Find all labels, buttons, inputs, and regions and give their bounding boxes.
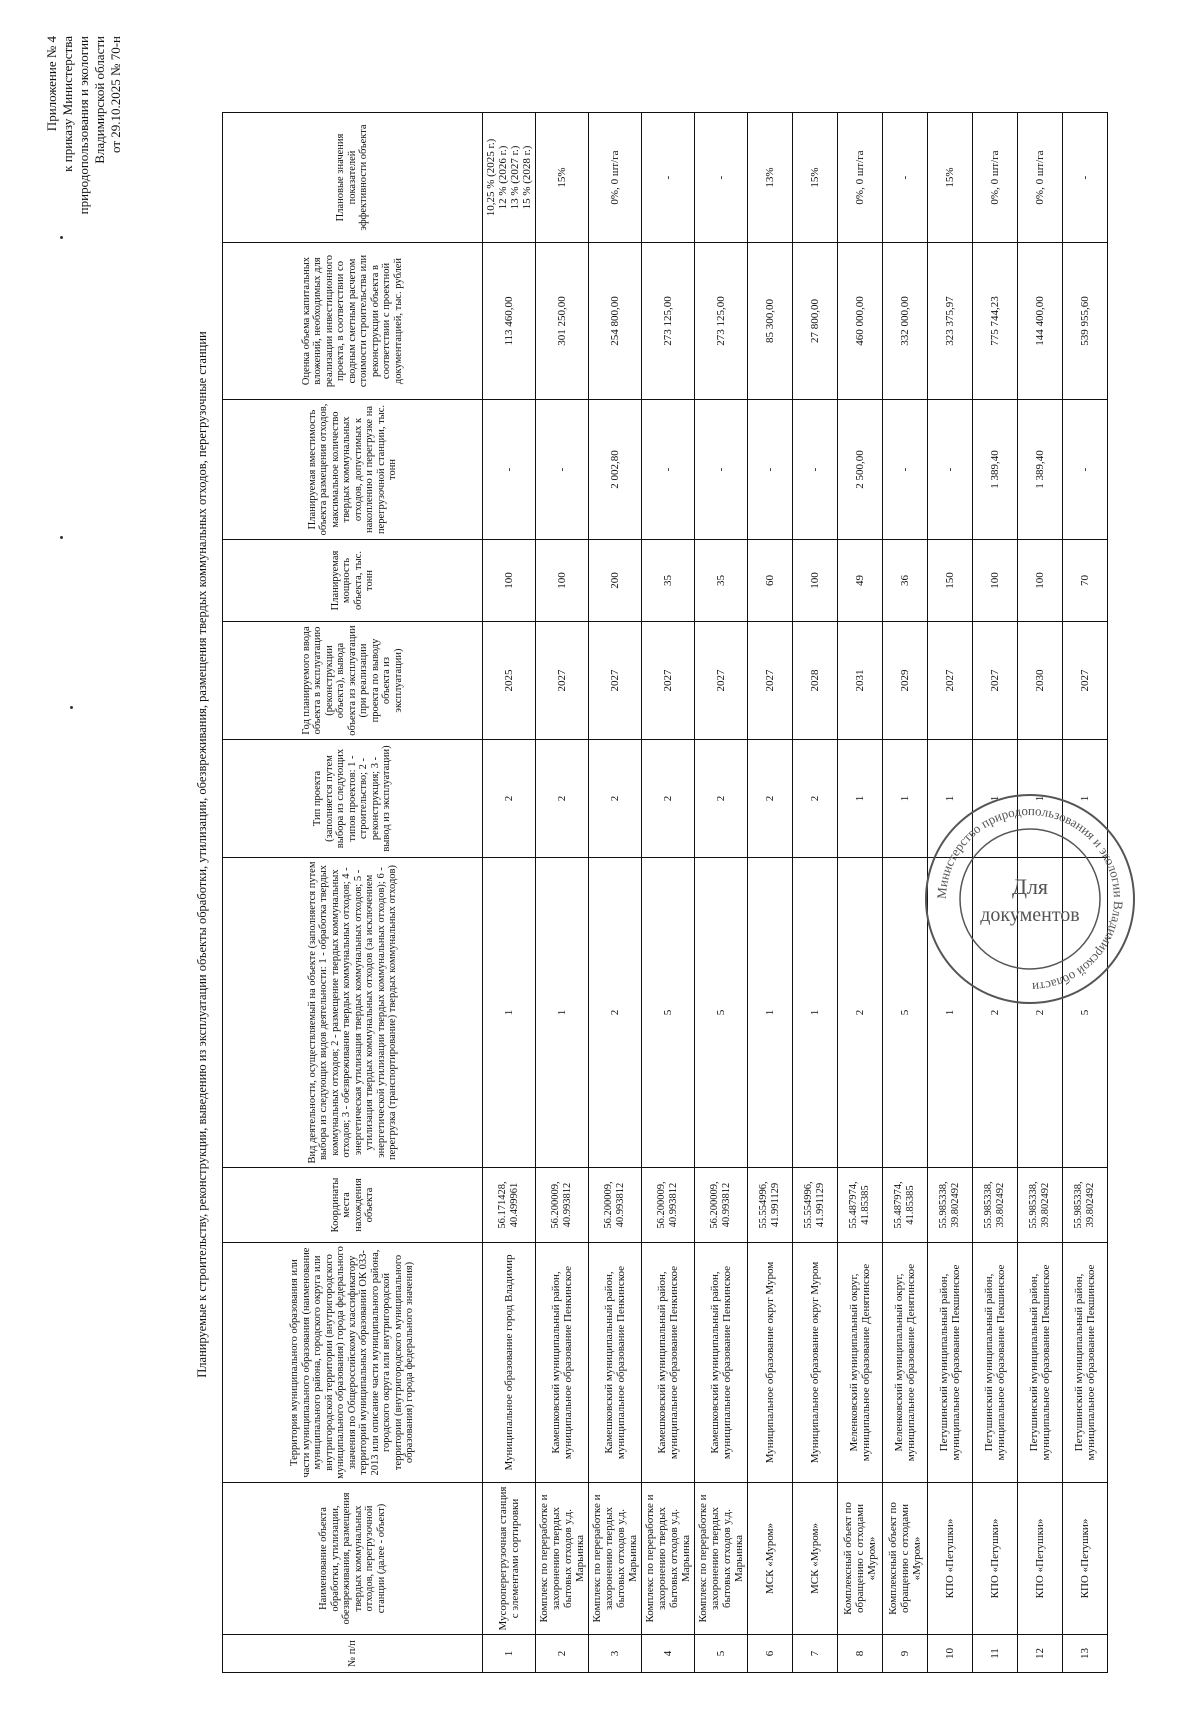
table-cell-eff: - bbox=[1063, 113, 1108, 243]
table-cell-name: КПО «Петушки» bbox=[1018, 1483, 1063, 1635]
table-cell-invest: 254 800,00 bbox=[589, 243, 642, 400]
table-cell-volume: - bbox=[1063, 400, 1108, 540]
table-cell-type: 2 bbox=[748, 740, 793, 858]
table-cell-type: 2 bbox=[793, 740, 838, 858]
table-cell-type: 2 bbox=[589, 740, 642, 858]
table-cell-kind: 2 bbox=[1018, 858, 1063, 1168]
table-cell-year: 2029 bbox=[883, 622, 928, 740]
table-cell-territory: Камешковский муниципальный район, муниципальное образование Пенкинское bbox=[642, 1243, 695, 1483]
table-cell-territory: Камешковский муниципальный район, муниципальное образование Пенкинское bbox=[589, 1243, 642, 1483]
table-cell-territory: Меленковский муниципальный округ, муниципальное образование Денятинское bbox=[838, 1243, 883, 1483]
table-cell-n: 10 bbox=[928, 1635, 973, 1673]
table-cell-year: 2030 bbox=[1018, 622, 1063, 740]
table-cell-invest: 27 800,00 bbox=[793, 243, 838, 400]
table-cell-year: 2028 bbox=[793, 622, 838, 740]
table-cell-eff: 0%, 0 шт/га bbox=[973, 113, 1018, 243]
table-cell-volume: - bbox=[642, 400, 695, 540]
table-cell-type: 1 bbox=[973, 740, 1018, 858]
table-cell-coords: 55.554996, 41.991129 bbox=[793, 1168, 838, 1243]
table-cell-n: 11 bbox=[973, 1635, 1018, 1673]
table-cell-n: 5 bbox=[695, 1635, 748, 1673]
table-cell-coords: 56.200009, 40.993812 bbox=[642, 1168, 695, 1243]
table-cell-territory: Камешковский муниципальный район, муниципальное образование Пенкинское bbox=[695, 1243, 748, 1483]
table-cell-eff: 15% bbox=[536, 113, 589, 243]
table-cell-year: 2027 bbox=[695, 622, 748, 740]
header-cell: Наименование объекта обработки, утилизации, обезвреживания, размещения твердых коммунальных отходов, перегрузочной станции (далее - объект) bbox=[223, 1483, 483, 1635]
table-cell-kind: 5 bbox=[695, 858, 748, 1168]
table-cell-year: 2027 bbox=[928, 622, 973, 740]
table-cell-n: 4 bbox=[642, 1635, 695, 1673]
table-cell-capacity: 150 bbox=[928, 540, 973, 622]
table-cell-eff: - bbox=[695, 113, 748, 243]
table-cell-name: КПО «Петушки» bbox=[1063, 1483, 1108, 1635]
table-cell-name: Мусороперегрузочная станция с элементами сортировки bbox=[483, 1483, 536, 1635]
table-cell-name: Комплекс по переработке и захоронению твердых бытовых отходов у.д. Марьинка bbox=[589, 1483, 642, 1635]
table-cell-eff: 0%, 0 шт/га bbox=[589, 113, 642, 243]
table-cell-n: 6 bbox=[748, 1635, 793, 1673]
table-cell-kind: 1 bbox=[536, 858, 589, 1168]
table-cell-n: 8 bbox=[838, 1635, 883, 1673]
table-cell-eff: 15% bbox=[928, 113, 973, 243]
scan-speck bbox=[60, 236, 63, 239]
table-row bbox=[838, 113, 883, 1673]
table-cell-volume: - bbox=[536, 400, 589, 540]
table-cell-capacity: 35 bbox=[695, 540, 748, 622]
table-cell-invest: 113 460,00 bbox=[483, 243, 536, 400]
header-cell: Территория муниципального образования или части муниципального образования (наименование муниципального района, городского округа или внутригородской территории (внутригородского муниципального образования) города федерального значения по Общероссийскому классификатору территорий муниципальных образований ОК 033-2013 или описание части муниципального района, городского округа или внутригородской территории (внутригородского муниципального образования) города федерального значения) bbox=[223, 1243, 483, 1483]
header-cell: Тип проекта (заполняется путем выбора из следующих типов проектов: 1 - строительство; 2 - реконструкция; 3 - вывод из эксплуатации) bbox=[223, 740, 483, 858]
table-cell-name: МСК «Муром» bbox=[793, 1483, 838, 1635]
table-cell-capacity: 200 bbox=[589, 540, 642, 622]
table-cell-kind: 2 bbox=[973, 858, 1018, 1168]
table-cell-type: 1 bbox=[883, 740, 928, 858]
table-cell-n: 7 bbox=[793, 1635, 838, 1673]
table-cell-name: Комплекс по переработке и захоронению твердых бытовых отходов у.д. Марьинка bbox=[695, 1483, 748, 1635]
table-cell-volume: - bbox=[695, 400, 748, 540]
header-cell: Плановые значения показателей эффективности объекта bbox=[223, 113, 483, 243]
header-cell: Оценка объема капитальных вложений, необходимых для реализации инвестиционного проекта, в соответствии со сводным сметным расчетом стоимости строительства или реконструкции объекта в соответствии с проектной документацией, тыс. рублей bbox=[223, 243, 483, 400]
table-cell-capacity: 36 bbox=[883, 540, 928, 622]
table-cell-type: 2 bbox=[536, 740, 589, 858]
table-cell-kind: 5 bbox=[642, 858, 695, 1168]
stamp-center-text: документов bbox=[980, 904, 1080, 926]
table-cell-coords: 55.985338, 39.802492 bbox=[973, 1168, 1018, 1243]
table-cell-year: 2025 bbox=[483, 622, 536, 740]
table-cell-kind: 1 bbox=[928, 858, 973, 1168]
table-cell-invest: 332 000,00 bbox=[883, 243, 928, 400]
table-cell-type: 2 bbox=[483, 740, 536, 858]
table-cell-volume: 2 002,80 bbox=[589, 400, 642, 540]
table-cell-n: 9 bbox=[883, 1635, 928, 1673]
table-cell-volume: - bbox=[793, 400, 838, 540]
table-cell-territory: Камешковский муниципальный район, муниципальное образование Пенкинское bbox=[536, 1243, 589, 1483]
table-cell-type: 1 bbox=[1063, 740, 1108, 858]
table-cell-coords: 56.171428, 40.499961 bbox=[483, 1168, 536, 1243]
table-cell-eff: 0%, 0 шт/га bbox=[838, 113, 883, 243]
header-cell: Вид деятельности, осуществляемый на объекте (заполняется путем выбора из следующих видов деятельности: 1 - обработка твердых коммунальных отходов; 2 - размещение твердых коммунальных отходов; 3 - обезвреживание твердых коммунальных отходов; 4 - энергетическая утилизация твердых коммунальных отходов; 5 - утилизация твердых коммунальных отходов (за исключением энергетической утилизации твердых коммунальных отходов); 6 - перегрузка (транспортирование) твердых коммунальных отходов) bbox=[223, 858, 483, 1168]
table-cell-invest: 273 125,00 bbox=[642, 243, 695, 400]
table-cell-volume: - bbox=[883, 400, 928, 540]
table-row bbox=[793, 113, 838, 1673]
table-cell-coords: 55.487974, 41.85385 bbox=[883, 1168, 928, 1243]
stamp-seal-icon bbox=[920, 789, 1140, 1009]
table-cell-eff: - bbox=[642, 113, 695, 243]
table-cell-coords: 55.554996, 41.991129 bbox=[748, 1168, 793, 1243]
table-cell-invest: 301 250,00 bbox=[536, 243, 589, 400]
table-cell-kind: 2 bbox=[589, 858, 642, 1168]
table-cell-year: 2027 bbox=[642, 622, 695, 740]
table-cell-territory: Петушинский муниципальный район, муниципальное образование Пекшинское bbox=[973, 1243, 1018, 1483]
table-cell-n: 13 bbox=[1063, 1635, 1108, 1673]
table-cell-capacity: 70 bbox=[1063, 540, 1108, 622]
table-cell-territory: Петушинский муниципальный район, муниципальное образование Пекшинское bbox=[928, 1243, 973, 1483]
table-header-row bbox=[223, 113, 483, 1673]
table-row bbox=[589, 113, 642, 1673]
table-cell-type: 1 bbox=[928, 740, 973, 858]
appendix-line: Приложение № 4 bbox=[44, 36, 59, 132]
table-cell-year: 2031 bbox=[838, 622, 883, 740]
table-cell-capacity: 100 bbox=[483, 540, 536, 622]
scan-speck bbox=[60, 536, 63, 539]
table-cell-year: 2027 bbox=[1063, 622, 1108, 740]
appendix-line: Владимирской области bbox=[92, 36, 107, 164]
table-cell-volume: - bbox=[483, 400, 536, 540]
table-cell-n: 1 bbox=[483, 1635, 536, 1673]
table-cell-territory: Муниципальное образование округ Муром bbox=[793, 1243, 838, 1483]
table-cell-coords: 56.200009, 40.993812 bbox=[589, 1168, 642, 1243]
table-cell-invest: 539 955,60 bbox=[1063, 243, 1108, 400]
table-cell-invest: 144 400,00 bbox=[1018, 243, 1063, 400]
table-cell-name: Комплекс по переработке и захоронению твердых бытовых отходов у.д. Марьинка bbox=[536, 1483, 589, 1635]
table-cell-capacity: 60 bbox=[748, 540, 793, 622]
document-title: Планируемые к строительству, реконструкции, выведению из эксплуатации объекты обработки, утилизации, обезвреживания, размещения твердых коммунальных отходов, перегрузочные станции bbox=[195, 331, 209, 1378]
table-cell-volume: 2 500,00 bbox=[838, 400, 883, 540]
table-cell-coords: 55.985338, 39.802492 bbox=[1063, 1168, 1108, 1243]
table-row bbox=[642, 113, 695, 1673]
table-cell-invest: 85 300,00 bbox=[748, 243, 793, 400]
table-cell-name: КПО «Петушки» bbox=[973, 1483, 1018, 1635]
table-cell-territory: Муниципальное образование город Владимир bbox=[483, 1243, 536, 1483]
table-cell-volume: - bbox=[748, 400, 793, 540]
table-cell-kind: 5 bbox=[1063, 858, 1108, 1168]
header-cell: Планируемая вместимость объекта размещения отходов, максимальное количество твердых коммунальных отходов, допустимых к накоплению и перегрузке на перегрузочной станции, тыс. тонн bbox=[223, 400, 483, 540]
table-cell-kind: 5 bbox=[883, 858, 928, 1168]
table-cell-name: КПО «Петушки» bbox=[928, 1483, 973, 1635]
table-cell-territory: Петушинский муниципальный район, муниципальное образование Пекшинское bbox=[1063, 1243, 1108, 1483]
table-cell-eff: 0%, 0 шт/га bbox=[1018, 113, 1063, 243]
header-cell: Планируемая мощность объекта, тыс. тонн bbox=[223, 540, 483, 622]
table-cell-type: 1 bbox=[1018, 740, 1063, 858]
table-cell-coords: 56.200009, 40.993812 bbox=[695, 1168, 748, 1243]
table-cell-type: 1 bbox=[838, 740, 883, 858]
table-cell-capacity: 100 bbox=[536, 540, 589, 622]
table-cell-kind: 2 bbox=[838, 858, 883, 1168]
table-cell-eff: - bbox=[883, 113, 928, 243]
table-cell-eff: 13% bbox=[748, 113, 793, 243]
table-cell-kind: 1 bbox=[483, 858, 536, 1168]
table-cell-territory: Петушинский муниципальный район, муниципальное образование Пекшинское bbox=[1018, 1243, 1063, 1483]
header-cell: Год планируемого ввода объекта в эксплуатацию (реконструкции объекта), вывода объекта из эксплуатации (при реализации проекта по выводу объекта из эксплуатации) bbox=[223, 622, 483, 740]
table-cell-coords: 55.985338, 39.802492 bbox=[928, 1168, 973, 1243]
table-cell-volume: 1 389,40 bbox=[1018, 400, 1063, 540]
table-cell-coords: 56.200009, 40.993812 bbox=[536, 1168, 589, 1243]
table-row bbox=[695, 113, 748, 1673]
header-cell: № п/п bbox=[223, 1635, 483, 1673]
stamp-ring-text: Министерство природопользования и экологии Владимирской области bbox=[933, 802, 1127, 996]
table-cell-coords: 55.985338, 39.802492 bbox=[1018, 1168, 1063, 1243]
table-cell-name: Комплексный объект по обращению с отходами «Муром» bbox=[838, 1483, 883, 1635]
table-cell-capacity: 100 bbox=[973, 540, 1018, 622]
table-cell-n: 3 bbox=[589, 1635, 642, 1673]
official-stamp bbox=[920, 789, 1140, 1009]
table-cell-capacity: 49 bbox=[838, 540, 883, 622]
table-cell-year: 2027 bbox=[536, 622, 589, 740]
table-cell-eff: 15% bbox=[793, 113, 838, 243]
table-cell-n: 12 bbox=[1018, 1635, 1063, 1673]
table-cell-capacity: 35 bbox=[642, 540, 695, 622]
table-cell-name: МСК «Муром» bbox=[748, 1483, 793, 1635]
appendix-line: к приказу Министерства bbox=[60, 36, 75, 172]
table-cell-kind: 1 bbox=[793, 858, 838, 1168]
header-cell: Координаты места нахождения объекта bbox=[223, 1168, 483, 1243]
table-row bbox=[536, 113, 589, 1673]
table-row bbox=[483, 113, 536, 1673]
stamp-center-text: Для bbox=[1011, 874, 1049, 899]
table-cell-n: 2 bbox=[536, 1635, 589, 1673]
appendix-note bbox=[44, 36, 124, 214]
table-cell-volume: - bbox=[928, 400, 973, 540]
table-cell-type: 2 bbox=[642, 740, 695, 858]
table-cell-name: Комплекс по переработке и захоронению твердых бытовых отходов у.д. Марьинка bbox=[642, 1483, 695, 1635]
table-cell-capacity: 100 bbox=[793, 540, 838, 622]
table-cell-coords: 55.487974, 41.85385 bbox=[838, 1168, 883, 1243]
table-cell-invest: 775 744,23 bbox=[973, 243, 1018, 400]
table-cell-capacity: 100 bbox=[1018, 540, 1063, 622]
table-cell-invest: 323 375,97 bbox=[928, 243, 973, 400]
table-cell-invest: 273 125,00 bbox=[695, 243, 748, 400]
table-row bbox=[748, 113, 793, 1673]
table-cell-name: Комплексный объект по обращению с отходами «Муром» bbox=[883, 1483, 928, 1635]
appendix-line: от 29.10.2025 № 70-н bbox=[108, 36, 123, 153]
table-cell-type: 2 bbox=[695, 740, 748, 858]
table-cell-year: 2027 bbox=[748, 622, 793, 740]
table-cell-eff: 10,25 % (2025 г.) 12 % (2026 г.) 13 % (2027 г.) 15 % (2028 г.) bbox=[483, 113, 536, 243]
appendix-line: природопользования и экологии bbox=[76, 36, 91, 215]
table-cell-invest: 460 000,00 bbox=[838, 243, 883, 400]
table-cell-year: 2027 bbox=[973, 622, 1018, 740]
scan-speck bbox=[70, 706, 73, 709]
table-cell-kind: 1 bbox=[748, 858, 793, 1168]
table-cell-year: 2027 bbox=[589, 622, 642, 740]
table-cell-territory: Меленковский муниципальный округ, муниципальное образование Денятинское bbox=[883, 1243, 928, 1483]
table-cell-volume: 1 389,40 bbox=[973, 400, 1018, 540]
table-cell-territory: Муниципальное образование округ Муром bbox=[748, 1243, 793, 1483]
